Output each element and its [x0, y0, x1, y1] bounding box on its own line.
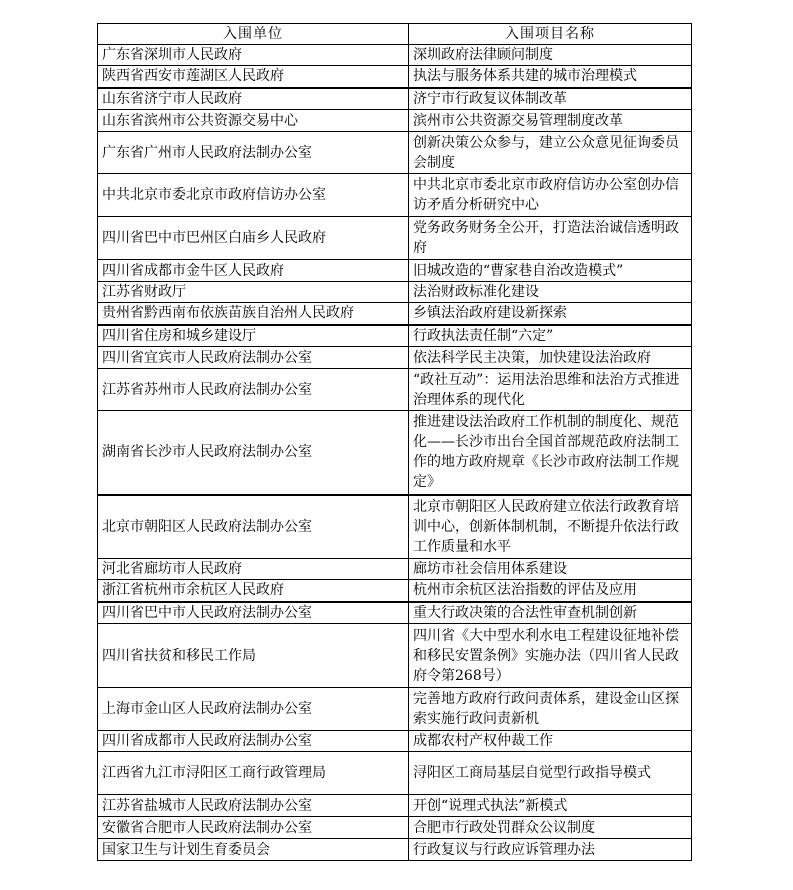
unit-cell: 四川省住房和城乡建设厅: [98, 325, 409, 347]
project-cell: 开创“说理式执法”新模式: [409, 795, 692, 817]
table-row: [98, 282, 692, 303]
table-row: [98, 795, 692, 817]
unit-cell: 贵州省黔西南布依族苗族自治州人民政府: [98, 303, 409, 325]
unit-cell: 四川省扶贫和移民工作局: [98, 624, 409, 688]
table-row: [98, 688, 692, 731]
project-cell: “政社互动”：运用法治思维和法治方式推进治理体系的现代化: [409, 369, 692, 411]
header-unit: 入围单位: [98, 24, 409, 45]
table-row: [98, 260, 692, 282]
unit-cell: 上海市金山区人民政府法制办公室: [98, 688, 409, 731]
unit-cell: 四川省成都市人民政府法制办公室: [98, 731, 409, 752]
project-cell: 依法科学民主决策，加快建设法治政府: [409, 347, 692, 369]
unit-cell: 山东省滨州市公共资源交易中心: [98, 110, 409, 132]
table-row: [98, 45, 692, 66]
project-cell: 廊坊市社会信用体系建设: [409, 559, 692, 580]
shortlist-table: [97, 23, 692, 861]
project-cell: 重大行政决策的合法性审查机制创新: [409, 602, 692, 624]
project-cell: 北京市朝阳区人民政府建立依法行政教育培训中心，创新体制机制，不断提升依法行政工作质量和水平: [409, 495, 692, 559]
table-row: [98, 731, 692, 752]
table-row: [98, 66, 692, 88]
project-cell: 成都农村产权仲裁工作: [409, 731, 692, 752]
project-cell: 滨州市公共资源交易管理制度改革: [409, 110, 692, 132]
project-cell: 四川省《大中型水利水电工程建设征地补偿和移民安置条例》实施办法（四川省人民政府令第268号）: [409, 624, 692, 688]
table-row: [98, 839, 692, 861]
project-cell: 执法与服务体系共建的城市治理模式: [409, 66, 692, 88]
unit-cell: 江苏省财政厅: [98, 282, 409, 303]
table-row: [98, 369, 692, 411]
table-row: [98, 817, 692, 839]
unit-cell: 四川省巴中市巴州区白庙乡人民政府: [98, 217, 409, 260]
project-cell: 行政执法责任制“六定”: [409, 325, 692, 347]
project-cell: 乡镇法治政府建设新探索: [409, 303, 692, 325]
table-row: [98, 559, 692, 580]
unit-cell: 湖南省长沙市人民政府法制办公室: [98, 411, 409, 495]
project-cell: 合肥市行政处罚群众公议制度: [409, 817, 692, 839]
unit-cell: 中共北京市委北京市政府信访办公室: [98, 174, 409, 217]
project-cell: 深圳政府法律顾问制度: [409, 45, 692, 66]
table-row: [98, 88, 692, 110]
unit-cell: 河北省廊坊市人民政府: [98, 559, 409, 580]
project-cell: 法治财政标准化建设: [409, 282, 692, 303]
project-cell: 完善地方政府行政问责体系，建设金山区探索实施行政问责新机: [409, 688, 692, 731]
table-row: [98, 217, 692, 260]
unit-cell: 广东省深圳市人民政府: [98, 45, 409, 66]
project-cell: 济宁市行政复议体制改革: [409, 88, 692, 110]
table-row: [98, 624, 692, 688]
unit-cell: 北京市朝阳区人民政府法制办公室: [98, 495, 409, 559]
table-row: [98, 174, 692, 217]
table-row: [98, 132, 692, 174]
unit-cell: 浙江省杭州市余杭区人民政府: [98, 580, 409, 602]
project-cell: 浔阳区工商局基层自觉型行政指导模式: [409, 752, 692, 795]
project-cell: 推进建设法治政府工作机制的制度化、规范化——长沙市出台全国首部规范政府法制工作的地方政府规章《长沙市政府法制工作规定》: [409, 411, 692, 495]
unit-cell: 四川省宜宾市人民政府法制办公室: [98, 347, 409, 369]
table-row: [98, 347, 692, 369]
project-cell: 行政复议与行政应诉管理办法: [409, 839, 692, 861]
table-row: [98, 110, 692, 132]
header-project: 入围项目名称: [409, 24, 692, 45]
unit-cell: 国家卫生与计划生育委员会: [98, 839, 409, 861]
unit-cell: 陕西省西安市莲湖区人民政府: [98, 66, 409, 88]
table-row: [98, 495, 692, 559]
header-row: [98, 24, 692, 45]
unit-cell: 广东省广州市人民政府法制办公室: [98, 132, 409, 174]
table-row: [98, 411, 692, 495]
project-cell: 创新决策公众参与，建立公众意见征询委员会制度: [409, 132, 692, 174]
unit-cell: 江西省九江市浔阳区工商行政管理局: [98, 752, 409, 795]
unit-cell: 四川省巴中市人民政府法制办公室: [98, 602, 409, 624]
table-row: [98, 602, 692, 624]
table-row: [98, 325, 692, 347]
project-cell: 杭州市余杭区法治指数的评估及应用: [409, 580, 692, 602]
unit-cell: 江苏省苏州市人民政府法制办公室: [98, 369, 409, 411]
unit-cell: 山东省济宁市人民政府: [98, 88, 409, 110]
project-cell: 旧城改造的“曹家巷自治改造模式”: [409, 260, 692, 282]
project-cell: 党务政务财务全公开，打造法治诚信透明政府: [409, 217, 692, 260]
table-row: [98, 752, 692, 795]
unit-cell: 安徽省合肥市人民政府法制办公室: [98, 817, 409, 839]
unit-cell: 四川省成都市金牛区人民政府: [98, 260, 409, 282]
project-cell: 中共北京市委北京市政府信访办公室创办信访矛盾分析研究中心: [409, 174, 692, 217]
table-row: [98, 580, 692, 602]
table-row: [98, 303, 692, 325]
unit-cell: 江苏省盐城市人民政府法制办公室: [98, 795, 409, 817]
